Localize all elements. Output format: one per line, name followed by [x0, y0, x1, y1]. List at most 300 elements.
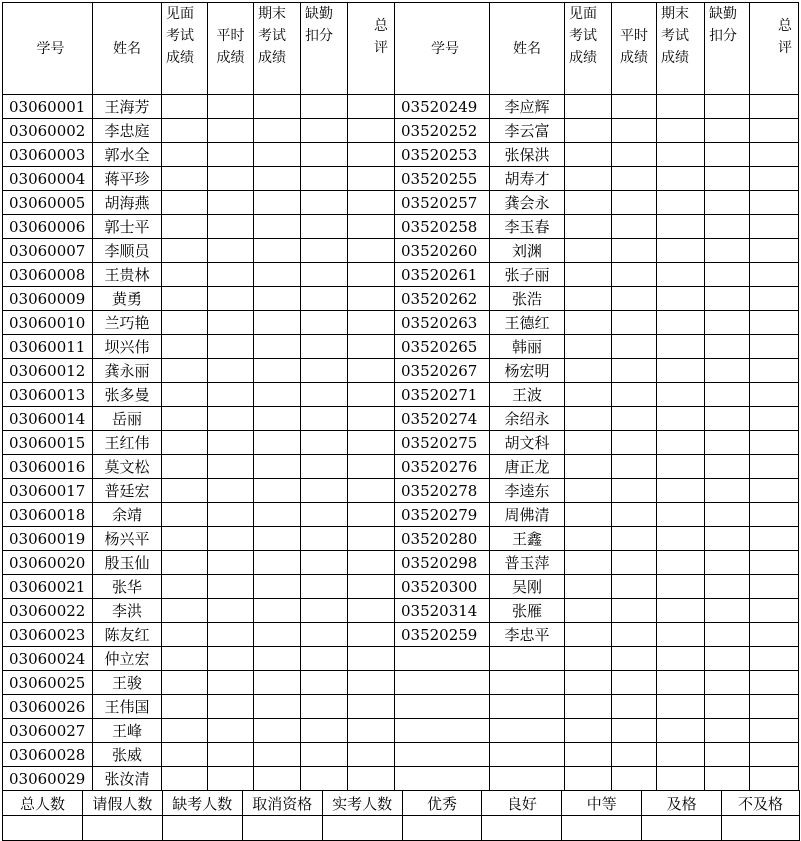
- right-total-cell[interactable]: [750, 383, 799, 407]
- right-total-cell[interactable]: [750, 455, 799, 479]
- left-final-exam-cell[interactable]: [254, 575, 301, 599]
- right-usual-score-cell[interactable]: [612, 695, 657, 719]
- left-final-exam-cell[interactable]: [254, 671, 301, 695]
- right-exam-meeting-cell[interactable]: [565, 95, 612, 119]
- right-absence-deduction-cell[interactable]: [705, 527, 750, 551]
- left-exam-meeting-cell[interactable]: [162, 623, 208, 647]
- right-usual-score-cell[interactable]: [612, 335, 657, 359]
- right-final-exam-cell[interactable]: [657, 623, 705, 647]
- left-total-cell[interactable]: [348, 311, 395, 335]
- right-absence-deduction-cell[interactable]: [705, 575, 750, 599]
- right-final-exam-cell[interactable]: [657, 143, 705, 167]
- left-exam-meeting-cell[interactable]: [162, 695, 208, 719]
- right-total-cell[interactable]: [750, 719, 799, 743]
- right-final-exam-cell[interactable]: [657, 119, 705, 143]
- left-final-exam-cell[interactable]: [254, 383, 301, 407]
- left-total-cell[interactable]: [348, 455, 395, 479]
- right-final-exam-cell[interactable]: [657, 311, 705, 335]
- right-final-exam-cell[interactable]: [657, 287, 705, 311]
- right-final-exam-cell[interactable]: [657, 431, 705, 455]
- right-usual-score-cell[interactable]: [612, 191, 657, 215]
- summary-value-cell[interactable]: [722, 816, 800, 841]
- summary-value-cell[interactable]: [402, 816, 482, 841]
- right-exam-meeting-cell[interactable]: [565, 335, 612, 359]
- right-usual-score-cell[interactable]: [612, 527, 657, 551]
- right-total-cell[interactable]: [750, 263, 799, 287]
- left-total-cell[interactable]: [348, 407, 395, 431]
- right-final-exam-cell[interactable]: [657, 527, 705, 551]
- summary-value-cell[interactable]: [82, 816, 162, 841]
- left-absence-deduction-cell[interactable]: [301, 119, 348, 143]
- left-total-cell[interactable]: [348, 767, 395, 791]
- right-total-cell[interactable]: [750, 503, 799, 527]
- right-exam-meeting-cell[interactable]: [565, 431, 612, 455]
- right-exam-meeting-cell[interactable]: [565, 119, 612, 143]
- right-total-cell[interactable]: [750, 551, 799, 575]
- right-usual-score-cell[interactable]: [612, 95, 657, 119]
- left-absence-deduction-cell[interactable]: [301, 743, 348, 767]
- right-final-exam-cell[interactable]: [657, 95, 705, 119]
- right-usual-score-cell[interactable]: [612, 743, 657, 767]
- right-absence-deduction-cell[interactable]: [705, 623, 750, 647]
- right-final-exam-cell[interactable]: [657, 263, 705, 287]
- right-total-cell[interactable]: [750, 671, 799, 695]
- left-absence-deduction-cell[interactable]: [301, 431, 348, 455]
- right-total-cell[interactable]: [750, 359, 799, 383]
- right-total-cell[interactable]: [750, 743, 799, 767]
- left-final-exam-cell[interactable]: [254, 479, 301, 503]
- right-exam-meeting-cell[interactable]: [565, 407, 612, 431]
- left-final-exam-cell[interactable]: [254, 407, 301, 431]
- right-final-exam-cell[interactable]: [657, 479, 705, 503]
- right-exam-meeting-cell[interactable]: [565, 167, 612, 191]
- right-absence-deduction-cell[interactable]: [705, 215, 750, 239]
- left-absence-deduction-cell[interactable]: [301, 695, 348, 719]
- left-absence-deduction-cell[interactable]: [301, 479, 348, 503]
- left-total-cell[interactable]: [348, 527, 395, 551]
- right-exam-meeting-cell[interactable]: [565, 743, 612, 767]
- left-exam-meeting-cell[interactable]: [162, 359, 208, 383]
- right-absence-deduction-cell[interactable]: [705, 335, 750, 359]
- left-exam-meeting-cell[interactable]: [162, 167, 208, 191]
- right-absence-deduction-cell[interactable]: [705, 407, 750, 431]
- left-absence-deduction-cell[interactable]: [301, 263, 348, 287]
- summary-value-cell[interactable]: [242, 816, 322, 841]
- left-usual-score-cell[interactable]: [208, 551, 254, 575]
- left-exam-meeting-cell[interactable]: [162, 479, 208, 503]
- left-total-cell[interactable]: [348, 743, 395, 767]
- right-usual-score-cell[interactable]: [612, 167, 657, 191]
- right-absence-deduction-cell[interactable]: [705, 719, 750, 743]
- left-final-exam-cell[interactable]: [254, 431, 301, 455]
- right-final-exam-cell[interactable]: [657, 383, 705, 407]
- left-final-exam-cell[interactable]: [254, 119, 301, 143]
- left-absence-deduction-cell[interactable]: [301, 143, 348, 167]
- right-usual-score-cell[interactable]: [612, 287, 657, 311]
- left-final-exam-cell[interactable]: [254, 359, 301, 383]
- right-absence-deduction-cell[interactable]: [705, 119, 750, 143]
- left-usual-score-cell[interactable]: [208, 767, 254, 791]
- left-exam-meeting-cell[interactable]: [162, 263, 208, 287]
- left-final-exam-cell[interactable]: [254, 239, 301, 263]
- summary-value-cell[interactable]: [162, 816, 242, 841]
- left-usual-score-cell[interactable]: [208, 383, 254, 407]
- right-exam-meeting-cell[interactable]: [565, 287, 612, 311]
- right-final-exam-cell[interactable]: [657, 167, 705, 191]
- right-exam-meeting-cell[interactable]: [565, 767, 612, 791]
- left-total-cell[interactable]: [348, 335, 395, 359]
- right-exam-meeting-cell[interactable]: [565, 695, 612, 719]
- left-usual-score-cell[interactable]: [208, 455, 254, 479]
- right-absence-deduction-cell[interactable]: [705, 311, 750, 335]
- left-absence-deduction-cell[interactable]: [301, 215, 348, 239]
- left-absence-deduction-cell[interactable]: [301, 551, 348, 575]
- right-absence-deduction-cell[interactable]: [705, 671, 750, 695]
- right-total-cell[interactable]: [750, 215, 799, 239]
- left-exam-meeting-cell[interactable]: [162, 311, 208, 335]
- left-total-cell[interactable]: [348, 479, 395, 503]
- left-final-exam-cell[interactable]: [254, 695, 301, 719]
- left-usual-score-cell[interactable]: [208, 647, 254, 671]
- summary-value-cell[interactable]: [322, 816, 402, 841]
- left-final-exam-cell[interactable]: [254, 455, 301, 479]
- left-exam-meeting-cell[interactable]: [162, 143, 208, 167]
- left-total-cell[interactable]: [348, 215, 395, 239]
- right-total-cell[interactable]: [750, 239, 799, 263]
- right-absence-deduction-cell[interactable]: [705, 263, 750, 287]
- right-exam-meeting-cell[interactable]: [565, 311, 612, 335]
- left-absence-deduction-cell[interactable]: [301, 191, 348, 215]
- right-exam-meeting-cell[interactable]: [565, 671, 612, 695]
- right-exam-meeting-cell[interactable]: [565, 503, 612, 527]
- left-total-cell[interactable]: [348, 599, 395, 623]
- left-usual-score-cell[interactable]: [208, 431, 254, 455]
- left-total-cell[interactable]: [348, 647, 395, 671]
- left-absence-deduction-cell[interactable]: [301, 575, 348, 599]
- left-usual-score-cell[interactable]: [208, 479, 254, 503]
- left-exam-meeting-cell[interactable]: [162, 599, 208, 623]
- right-usual-score-cell[interactable]: [612, 119, 657, 143]
- right-usual-score-cell[interactable]: [612, 359, 657, 383]
- right-usual-score-cell[interactable]: [612, 383, 657, 407]
- right-total-cell[interactable]: [750, 335, 799, 359]
- right-total-cell[interactable]: [750, 623, 799, 647]
- right-total-cell[interactable]: [750, 479, 799, 503]
- left-exam-meeting-cell[interactable]: [162, 191, 208, 215]
- right-usual-score-cell[interactable]: [612, 407, 657, 431]
- left-exam-meeting-cell[interactable]: [162, 527, 208, 551]
- left-total-cell[interactable]: [348, 191, 395, 215]
- left-absence-deduction-cell[interactable]: [301, 647, 348, 671]
- left-exam-meeting-cell[interactable]: [162, 647, 208, 671]
- right-usual-score-cell[interactable]: [612, 215, 657, 239]
- right-total-cell[interactable]: [750, 287, 799, 311]
- right-total-cell[interactable]: [750, 119, 799, 143]
- right-absence-deduction-cell[interactable]: [705, 551, 750, 575]
- left-absence-deduction-cell[interactable]: [301, 455, 348, 479]
- right-exam-meeting-cell[interactable]: [565, 551, 612, 575]
- right-usual-score-cell[interactable]: [612, 623, 657, 647]
- right-total-cell[interactable]: [750, 575, 799, 599]
- right-final-exam-cell[interactable]: [657, 743, 705, 767]
- right-final-exam-cell[interactable]: [657, 647, 705, 671]
- left-exam-meeting-cell[interactable]: [162, 455, 208, 479]
- left-absence-deduction-cell[interactable]: [301, 311, 348, 335]
- right-usual-score-cell[interactable]: [612, 503, 657, 527]
- right-usual-score-cell[interactable]: [612, 479, 657, 503]
- left-final-exam-cell[interactable]: [254, 527, 301, 551]
- left-absence-deduction-cell[interactable]: [301, 671, 348, 695]
- left-absence-deduction-cell[interactable]: [301, 527, 348, 551]
- right-usual-score-cell[interactable]: [612, 767, 657, 791]
- right-absence-deduction-cell[interactable]: [705, 647, 750, 671]
- left-final-exam-cell[interactable]: [254, 191, 301, 215]
- right-usual-score-cell[interactable]: [612, 239, 657, 263]
- left-absence-deduction-cell[interactable]: [301, 359, 348, 383]
- right-final-exam-cell[interactable]: [657, 335, 705, 359]
- right-final-exam-cell[interactable]: [657, 551, 705, 575]
- left-usual-score-cell[interactable]: [208, 215, 254, 239]
- left-absence-deduction-cell[interactable]: [301, 407, 348, 431]
- left-final-exam-cell[interactable]: [254, 215, 301, 239]
- right-final-exam-cell[interactable]: [657, 239, 705, 263]
- left-final-exam-cell[interactable]: [254, 599, 301, 623]
- left-usual-score-cell[interactable]: [208, 263, 254, 287]
- left-exam-meeting-cell[interactable]: [162, 119, 208, 143]
- left-total-cell[interactable]: [348, 239, 395, 263]
- left-exam-meeting-cell[interactable]: [162, 503, 208, 527]
- right-usual-score-cell[interactable]: [612, 263, 657, 287]
- right-total-cell[interactable]: [750, 767, 799, 791]
- right-final-exam-cell[interactable]: [657, 719, 705, 743]
- left-total-cell[interactable]: [348, 359, 395, 383]
- left-total-cell[interactable]: [348, 263, 395, 287]
- left-final-exam-cell[interactable]: [254, 335, 301, 359]
- right-total-cell[interactable]: [750, 191, 799, 215]
- right-absence-deduction-cell[interactable]: [705, 239, 750, 263]
- summary-value-cell[interactable]: [562, 816, 642, 841]
- right-absence-deduction-cell[interactable]: [705, 695, 750, 719]
- left-exam-meeting-cell[interactable]: [162, 431, 208, 455]
- left-usual-score-cell[interactable]: [208, 719, 254, 743]
- left-final-exam-cell[interactable]: [254, 647, 301, 671]
- right-usual-score-cell[interactable]: [612, 551, 657, 575]
- left-total-cell[interactable]: [348, 719, 395, 743]
- left-exam-meeting-cell[interactable]: [162, 335, 208, 359]
- left-absence-deduction-cell[interactable]: [301, 383, 348, 407]
- right-total-cell[interactable]: [750, 407, 799, 431]
- right-absence-deduction-cell[interactable]: [705, 359, 750, 383]
- left-absence-deduction-cell[interactable]: [301, 719, 348, 743]
- left-exam-meeting-cell[interactable]: [162, 215, 208, 239]
- right-absence-deduction-cell[interactable]: [705, 143, 750, 167]
- left-total-cell[interactable]: [348, 671, 395, 695]
- right-exam-meeting-cell[interactable]: [565, 527, 612, 551]
- left-usual-score-cell[interactable]: [208, 599, 254, 623]
- left-final-exam-cell[interactable]: [254, 767, 301, 791]
- left-total-cell[interactable]: [348, 431, 395, 455]
- left-usual-score-cell[interactable]: [208, 359, 254, 383]
- right-absence-deduction-cell[interactable]: [705, 767, 750, 791]
- left-usual-score-cell[interactable]: [208, 287, 254, 311]
- summary-value-cell[interactable]: [482, 816, 562, 841]
- right-absence-deduction-cell[interactable]: [705, 287, 750, 311]
- right-exam-meeting-cell[interactable]: [565, 239, 612, 263]
- left-usual-score-cell[interactable]: [208, 239, 254, 263]
- left-usual-score-cell[interactable]: [208, 695, 254, 719]
- left-absence-deduction-cell[interactable]: [301, 167, 348, 191]
- left-absence-deduction-cell[interactable]: [301, 95, 348, 119]
- right-usual-score-cell[interactable]: [612, 431, 657, 455]
- right-usual-score-cell[interactable]: [612, 143, 657, 167]
- left-total-cell[interactable]: [348, 95, 395, 119]
- left-exam-meeting-cell[interactable]: [162, 239, 208, 263]
- left-final-exam-cell[interactable]: [254, 311, 301, 335]
- right-final-exam-cell[interactable]: [657, 191, 705, 215]
- left-final-exam-cell[interactable]: [254, 287, 301, 311]
- right-total-cell[interactable]: [750, 431, 799, 455]
- left-total-cell[interactable]: [348, 119, 395, 143]
- left-total-cell[interactable]: [348, 503, 395, 527]
- right-exam-meeting-cell[interactable]: [565, 599, 612, 623]
- right-final-exam-cell[interactable]: [657, 215, 705, 239]
- left-usual-score-cell[interactable]: [208, 95, 254, 119]
- summary-value-cell[interactable]: [642, 816, 722, 841]
- left-exam-meeting-cell[interactable]: [162, 743, 208, 767]
- right-usual-score-cell[interactable]: [612, 671, 657, 695]
- left-final-exam-cell[interactable]: [254, 95, 301, 119]
- right-final-exam-cell[interactable]: [657, 503, 705, 527]
- right-total-cell[interactable]: [750, 95, 799, 119]
- left-final-exam-cell[interactable]: [254, 143, 301, 167]
- left-final-exam-cell[interactable]: [254, 503, 301, 527]
- left-total-cell[interactable]: [348, 287, 395, 311]
- right-exam-meeting-cell[interactable]: [565, 191, 612, 215]
- right-final-exam-cell[interactable]: [657, 407, 705, 431]
- left-exam-meeting-cell[interactable]: [162, 767, 208, 791]
- left-exam-meeting-cell[interactable]: [162, 671, 208, 695]
- left-final-exam-cell[interactable]: [254, 719, 301, 743]
- left-final-exam-cell[interactable]: [254, 551, 301, 575]
- right-exam-meeting-cell[interactable]: [565, 383, 612, 407]
- left-exam-meeting-cell[interactable]: [162, 407, 208, 431]
- left-absence-deduction-cell[interactable]: [301, 287, 348, 311]
- right-total-cell[interactable]: [750, 599, 799, 623]
- left-absence-deduction-cell[interactable]: [301, 335, 348, 359]
- left-usual-score-cell[interactable]: [208, 575, 254, 599]
- right-exam-meeting-cell[interactable]: [565, 143, 612, 167]
- left-usual-score-cell[interactable]: [208, 119, 254, 143]
- right-exam-meeting-cell[interactable]: [565, 719, 612, 743]
- right-usual-score-cell[interactable]: [612, 311, 657, 335]
- left-absence-deduction-cell[interactable]: [301, 623, 348, 647]
- right-usual-score-cell[interactable]: [612, 599, 657, 623]
- left-final-exam-cell[interactable]: [254, 263, 301, 287]
- right-absence-deduction-cell[interactable]: [705, 479, 750, 503]
- left-usual-score-cell[interactable]: [208, 335, 254, 359]
- left-exam-meeting-cell[interactable]: [162, 383, 208, 407]
- right-exam-meeting-cell[interactable]: [565, 479, 612, 503]
- right-absence-deduction-cell[interactable]: [705, 383, 750, 407]
- left-exam-meeting-cell[interactable]: [162, 287, 208, 311]
- left-absence-deduction-cell[interactable]: [301, 239, 348, 263]
- left-total-cell[interactable]: [348, 167, 395, 191]
- right-usual-score-cell[interactable]: [612, 575, 657, 599]
- left-total-cell[interactable]: [348, 551, 395, 575]
- right-total-cell[interactable]: [750, 695, 799, 719]
- right-usual-score-cell[interactable]: [612, 719, 657, 743]
- left-usual-score-cell[interactable]: [208, 671, 254, 695]
- left-total-cell[interactable]: [348, 695, 395, 719]
- right-exam-meeting-cell[interactable]: [565, 359, 612, 383]
- right-absence-deduction-cell[interactable]: [705, 503, 750, 527]
- right-exam-meeting-cell[interactable]: [565, 647, 612, 671]
- left-total-cell[interactable]: [348, 623, 395, 647]
- left-final-exam-cell[interactable]: [254, 743, 301, 767]
- right-total-cell[interactable]: [750, 143, 799, 167]
- right-absence-deduction-cell[interactable]: [705, 191, 750, 215]
- right-usual-score-cell[interactable]: [612, 455, 657, 479]
- right-absence-deduction-cell[interactable]: [705, 95, 750, 119]
- right-absence-deduction-cell[interactable]: [705, 167, 750, 191]
- left-final-exam-cell[interactable]: [254, 167, 301, 191]
- left-usual-score-cell[interactable]: [208, 407, 254, 431]
- right-final-exam-cell[interactable]: [657, 359, 705, 383]
- left-total-cell[interactable]: [348, 575, 395, 599]
- left-usual-score-cell[interactable]: [208, 503, 254, 527]
- left-exam-meeting-cell[interactable]: [162, 95, 208, 119]
- left-exam-meeting-cell[interactable]: [162, 719, 208, 743]
- right-total-cell[interactable]: [750, 647, 799, 671]
- right-final-exam-cell[interactable]: [657, 767, 705, 791]
- right-exam-meeting-cell[interactable]: [565, 575, 612, 599]
- right-total-cell[interactable]: [750, 311, 799, 335]
- right-exam-meeting-cell[interactable]: [565, 623, 612, 647]
- left-final-exam-cell[interactable]: [254, 623, 301, 647]
- left-usual-score-cell[interactable]: [208, 623, 254, 647]
- left-absence-deduction-cell[interactable]: [301, 767, 348, 791]
- left-exam-meeting-cell[interactable]: [162, 575, 208, 599]
- right-final-exam-cell[interactable]: [657, 455, 705, 479]
- left-usual-score-cell[interactable]: [208, 167, 254, 191]
- right-usual-score-cell[interactable]: [612, 647, 657, 671]
- right-final-exam-cell[interactable]: [657, 671, 705, 695]
- left-absence-deduction-cell[interactable]: [301, 599, 348, 623]
- right-total-cell[interactable]: [750, 167, 799, 191]
- left-absence-deduction-cell[interactable]: [301, 503, 348, 527]
- right-exam-meeting-cell[interactable]: [565, 263, 612, 287]
- right-exam-meeting-cell[interactable]: [565, 455, 612, 479]
- left-usual-score-cell[interactable]: [208, 743, 254, 767]
- right-absence-deduction-cell[interactable]: [705, 455, 750, 479]
- left-usual-score-cell[interactable]: [208, 311, 254, 335]
- left-usual-score-cell[interactable]: [208, 191, 254, 215]
- right-absence-deduction-cell[interactable]: [705, 431, 750, 455]
- left-usual-score-cell[interactable]: [208, 527, 254, 551]
- right-exam-meeting-cell[interactable]: [565, 215, 612, 239]
- left-usual-score-cell[interactable]: [208, 143, 254, 167]
- right-absence-deduction-cell[interactable]: [705, 599, 750, 623]
- right-final-exam-cell[interactable]: [657, 695, 705, 719]
- right-absence-deduction-cell[interactable]: [705, 743, 750, 767]
- left-total-cell[interactable]: [348, 383, 395, 407]
- right-final-exam-cell[interactable]: [657, 575, 705, 599]
- left-total-cell[interactable]: [348, 143, 395, 167]
- right-total-cell[interactable]: [750, 527, 799, 551]
- right-final-exam-cell[interactable]: [657, 599, 705, 623]
- left-exam-meeting-cell[interactable]: [162, 551, 208, 575]
- summary-value-cell[interactable]: [3, 816, 83, 841]
